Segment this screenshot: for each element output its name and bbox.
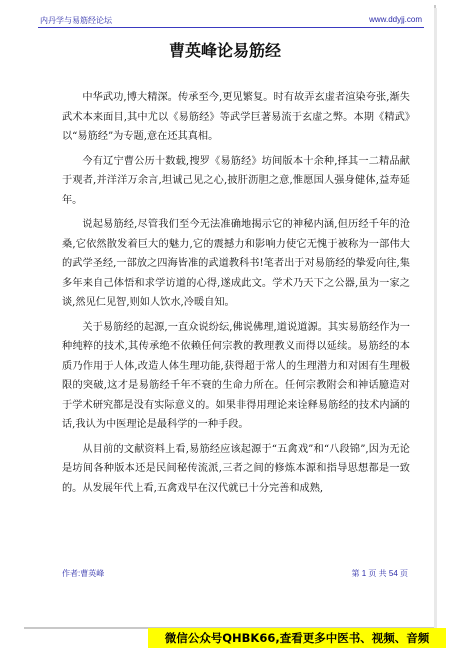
header-site-name: 内丹学与易筋经论坛	[40, 16, 112, 25]
promo-banner: 微信公众号QHBK66,查看更多中医书、视频、音频	[148, 628, 446, 648]
page-footer	[62, 566, 408, 580]
paragraph-4: 关于易筋经的起源,一直众说纷纭,佛说佛理,道说道源。其实易筋经作为一种纯粹的技术,其传承绝不依赖任何宗教的教理教义而得以延续。易筋经的本质乃作用于人体,改造人体生理功能,获得超于常人的生理潜力和对困有生理极限的突破,这才是易筋经千年不衰的生命力所在。任何宗教附会和神话臆造对于学术研究都是没有实际意义的。如果非得用理论来诠释易筋经的技术内涵的话,我认为中医理论是最科学的一种手段。	[62, 321, 410, 430]
paragraph-5: 从目前的文献资料上看,易筋经应该起源于“五禽戏”和“八段锦”,因为无论是坊间各种版本还是民间秘传流派,三者之间的修炼本源和指导思想都是一致的。从发展年代上看,五禽戏早在汉代就已十分完善和成熟,	[62, 443, 410, 494]
paragraph-2: 今有辽宁曹公历十数载,搜罗《易筋经》坊间版本十余种,择其一二精品献于观者,并洋洋万余言,坦诚己见之心,披肝沥胆之意,惟愿国人强身健体,益寿延年。	[62, 155, 410, 206]
document-body	[62, 88, 410, 503]
header-url[interactable]: www.ddyjj.com	[369, 15, 422, 24]
paragraph-1: 中华武功,博大精深。传承至今,更见繁复。时有故弄玄虚者渲染夸张,渐失武术本来面目,其中尤以《易筋经》等武学巨著易流于玄虚之弊。本期《精武》以“易筋经”为专题,意在还其真相。	[62, 92, 410, 142]
footer-author: 作者:曹英峰	[62, 569, 105, 578]
paragraph-3: 说起易筋经,尽管我们至今无法准确地揭示它的神秘内涵,但历经千年的沧桑,它依然散发着巨大的魅力,它的震撼力和影响力使它无愧于被称为一部伟大的武学圣经,一部放之四海皆准的武道教科书!笔者出于对易筋经的挚爱向往,集多年来自己体悟和求学访道的心得,遂成此文。学术乃天下之公器,虽为一家之谈,然见仁见智,则如人饮水,冷暖自知。	[62, 219, 410, 308]
page-header	[38, 11, 424, 28]
footer-page-number: 第 1 页 共 54 页	[351, 569, 408, 578]
document-title: 曹英峰论易筋经	[168, 41, 281, 60]
page-shadow	[434, 8, 437, 630]
